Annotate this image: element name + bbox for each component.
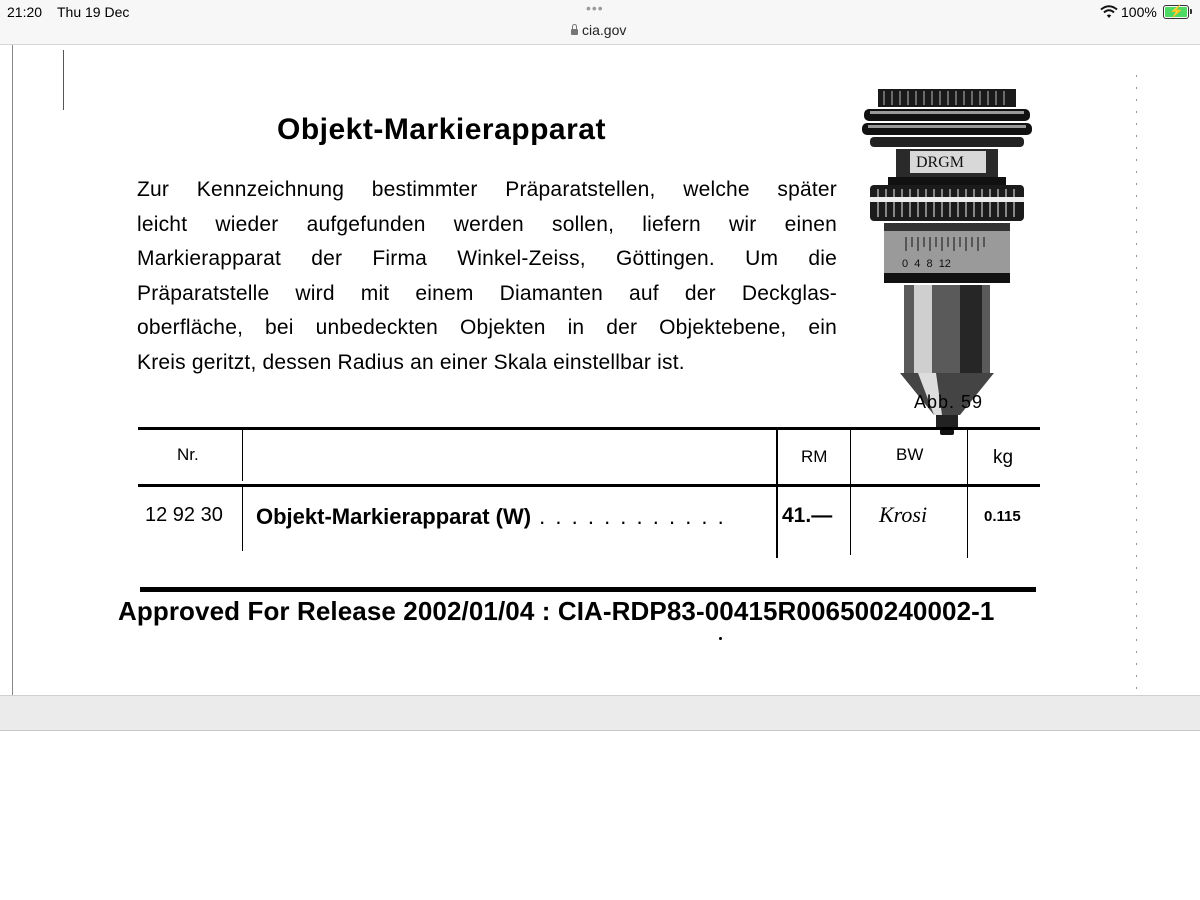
header-kg: kg bbox=[993, 447, 1014, 468]
release-stamp: Approved For Release 2002/01/04 : CIA-RDP83-00415R006500240002-1 bbox=[118, 596, 995, 626]
scan-mark bbox=[63, 50, 64, 110]
device-engraving: DRGM bbox=[916, 154, 965, 171]
scan-dots bbox=[1136, 75, 1137, 695]
scan-speck bbox=[719, 637, 722, 640]
blank-viewport-area[interactable] bbox=[0, 731, 1200, 900]
column-divider bbox=[242, 430, 243, 481]
document-title: Objekt-Markierapparat bbox=[277, 113, 606, 146]
column-divider bbox=[850, 430, 851, 555]
figure-caption: Abb. 59 bbox=[914, 392, 984, 412]
wifi-icon bbox=[1100, 5, 1118, 19]
lock-icon bbox=[571, 29, 578, 35]
paragraph-line: leicht wieder aufgefunden werden sollen, liefern wir einen bbox=[137, 212, 837, 236]
paragraph-line: Zur Kennzeichnung bestimmter Präparatstellen, welche später bbox=[137, 178, 837, 201]
description-paragraph bbox=[137, 173, 837, 380]
header-bw: BW bbox=[896, 445, 924, 464]
document-page[interactable] bbox=[0, 45, 1200, 695]
row-price-rm: 41.— bbox=[782, 504, 833, 527]
address-bar[interactable] bbox=[571, 22, 626, 38]
row-desc-text: Objekt-Markierapparat (W) bbox=[256, 504, 532, 529]
status-time: 21:20 bbox=[7, 4, 43, 20]
row-weight-kg: 0.115 bbox=[984, 508, 1021, 525]
paragraph-line: Markierapparat der Firma Winkel-Zeiss, Göttingen. Um die bbox=[137, 247, 837, 270]
row-description bbox=[256, 504, 726, 530]
page-separator-band bbox=[0, 695, 1200, 731]
row-nr: 12 92 30 bbox=[145, 504, 223, 526]
column-divider bbox=[242, 487, 243, 551]
device-scale-marks: 0 4 8 12 bbox=[902, 258, 951, 270]
multitasking-dots-icon[interactable]: ••• bbox=[586, 0, 604, 16]
column-divider bbox=[776, 430, 778, 558]
marking-device-illustration bbox=[856, 87, 1036, 437]
battery-percent: 100% bbox=[1121, 4, 1157, 20]
table-rule-header bbox=[138, 484, 1040, 487]
table-rule-top bbox=[138, 427, 1040, 430]
row-bw: Krosi bbox=[879, 502, 928, 527]
status-date: Thu 19 Dec bbox=[57, 4, 130, 20]
row-leader-dots: . . . . . . . . . . . . bbox=[531, 504, 726, 529]
battery-cap bbox=[1190, 9, 1192, 14]
url-text: cia.gov bbox=[582, 22, 627, 38]
page-edge-mark bbox=[12, 45, 13, 695]
paragraph-line: Kreis geritzt, dessen Radius an einer Skala einstellbar ist. bbox=[137, 350, 685, 374]
paragraph-line: Präparatstelle wird mit einem Diamanten auf der Deckglas- bbox=[137, 281, 837, 305]
column-divider bbox=[967, 430, 968, 558]
status-bar bbox=[0, 0, 1200, 45]
header-rm: RM bbox=[801, 447, 828, 466]
price-table bbox=[138, 427, 1040, 557]
charging-bolt-icon: ⚡ bbox=[1169, 4, 1184, 18]
footer-rule bbox=[140, 587, 1036, 592]
header-nr: Nr. bbox=[177, 445, 199, 464]
paragraph-line: oberfläche, bei unbedeckten Objekten in der Objektebene, ein bbox=[137, 316, 837, 339]
